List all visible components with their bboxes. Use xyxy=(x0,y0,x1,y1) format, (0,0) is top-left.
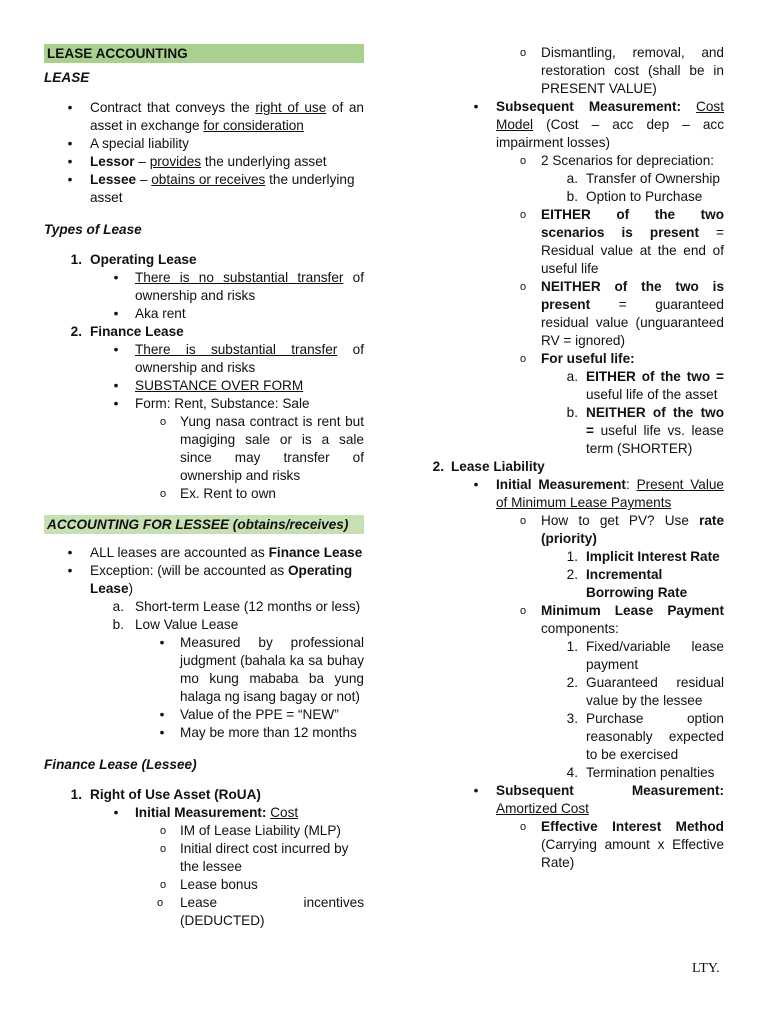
list-item: o 2 Scenarios for depreciation: xyxy=(420,152,724,170)
list-item: o IM of Lease Liability (MLP) xyxy=(44,822,364,840)
bullet-icon: • xyxy=(113,270,119,285)
circle-bullet-icon: o xyxy=(519,515,527,527)
list-item: • There is substantial transfer of ownership and risks xyxy=(44,341,364,377)
circle-bullet-icon: o xyxy=(159,416,167,428)
list-item: o Initial direct cost incurred by the lessee xyxy=(44,840,364,876)
list-item: a. EITHER of the two = useful life of the asset xyxy=(566,369,724,402)
circle-bullet-icon: o xyxy=(159,843,167,855)
circle-bullet-icon: o xyxy=(157,897,164,909)
circle-bullet-icon: o xyxy=(519,281,527,293)
circle-bullet-icon: o xyxy=(519,353,527,365)
list-item: o Minimum Lease Payment components: xyxy=(420,602,724,638)
list-item: • Lessor – provides the underlying asset xyxy=(44,153,364,171)
list-item: • SUBSTANCE OVER FORM xyxy=(44,377,364,395)
list-item: o Dismantling, removal, and restoration cost (shall be in PRESENT VALUE) xyxy=(420,44,724,98)
list-item: • Aka rent xyxy=(44,305,364,323)
list-item: • Initial Measurement: Cost xyxy=(44,804,364,822)
bullet-icon: • xyxy=(67,136,73,151)
bullet-icon: • xyxy=(67,154,73,169)
list-item: 2. Incremental Borrowing Rate xyxy=(566,567,688,600)
list-item: o EITHER of the two scenarios is present = Residual value at the end of useful life xyxy=(420,206,724,278)
circle-bullet-icon: o xyxy=(519,209,527,221)
list-item: a. Short-term Lease (12 months or less) xyxy=(112,599,361,614)
list-item: • Value of the PPE = “NEW” xyxy=(44,706,364,724)
list-item: 2. Guaranteed residual value by the lessee xyxy=(566,675,724,708)
list-item: • A special liability xyxy=(44,135,364,153)
list-item: • Contract that conveys the right of use of an asset in exchange for consideration xyxy=(44,99,364,135)
operating-lease-title: 1. Operating Lease xyxy=(70,252,197,267)
bullet-icon: • xyxy=(113,306,119,321)
list-item: • ALL leases are accounted as Finance Lease xyxy=(44,544,364,562)
bullet-icon: • xyxy=(473,783,479,798)
bullet-icon: • xyxy=(113,396,119,411)
list-item: 1. Implicit Interest Rate xyxy=(566,549,720,564)
left-column xyxy=(44,44,364,930)
bullet-icon: • xyxy=(113,805,119,820)
list-item: o Lease bonus xyxy=(44,876,364,894)
bullet-icon: • xyxy=(67,545,73,560)
bullet-icon: • xyxy=(113,342,119,357)
author-signature: LTY. xyxy=(692,961,720,976)
bullet-icon: • xyxy=(67,172,73,187)
list-item: • Subsequent Measurement: Cost Model (Cost – acc dep – acc impairment losses) xyxy=(420,98,724,152)
bullet-icon: • xyxy=(159,725,165,740)
list-item: • Subsequent Measurement: Amortized Cost xyxy=(420,782,724,818)
list-item: • May be more than 12 months xyxy=(44,724,364,742)
list-item: 1. Fixed/variable lease payment xyxy=(566,639,724,672)
list-item: • Lessee – obtains or receives the underlying asset xyxy=(44,171,364,207)
list-item: • Form: Rent, Substance: Sale xyxy=(44,395,364,413)
list-item: 4. Termination penalties xyxy=(566,765,715,780)
list-item: • There is no substantial transfer of ownership and risks xyxy=(44,269,364,305)
section-title-accounting-for-lessee: ACCOUNTING FOR LESSEE (obtains/receives) xyxy=(44,515,364,534)
list-item: a. Transfer of Ownership xyxy=(566,171,720,186)
list-item: b. Option to Purchase xyxy=(566,189,703,204)
circle-bullet-icon: o xyxy=(519,605,527,617)
heading-finance-lease-lessee: Finance Lease (Lessee) xyxy=(44,757,197,772)
list-item: • Exception: (will be accounted as Operating Lease) xyxy=(44,562,364,598)
list-item: o Yung nasa contract is rent but magiging sale or is a sale since may transfer of ownership and risks xyxy=(44,413,364,485)
bullet-icon: • xyxy=(473,477,479,492)
list-item: 3. Purchase option reasonably expected to be exercised xyxy=(566,711,724,762)
bullet-icon: • xyxy=(473,99,479,114)
list-item: o Lease incentives (DEDUCTED) xyxy=(157,895,364,928)
list-item: o How to get PV? Use rate (priority) xyxy=(420,512,724,548)
list-item: o Effective Interest Method (Carrying amount x Effective Rate) xyxy=(420,818,724,872)
list-item: • Initial Measurement: Present Value of Minimum Lease Payments xyxy=(420,476,724,512)
list-item: o Ex. Rent to own xyxy=(44,485,364,503)
list-item: b. Low Value Lease xyxy=(112,617,239,632)
list-item: o NEITHER of the two is present = guaranteed residual value (unguaranteed RV = ignored) xyxy=(420,278,724,350)
lease-liability-title: 2. Lease Liability xyxy=(432,459,545,474)
rou-title: 1. Right of Use Asset (RoUA) xyxy=(70,787,261,802)
heading-types-of-lease: Types of Lease xyxy=(44,222,142,237)
section-title-lease-accounting: LEASE ACCOUNTING xyxy=(44,44,364,63)
list-item: o For useful life: xyxy=(420,350,724,368)
right-column xyxy=(420,44,724,872)
bullet-icon: • xyxy=(159,707,165,722)
circle-bullet-icon: o xyxy=(159,488,167,500)
bullet-icon: • xyxy=(159,635,165,650)
heading-lease: LEASE xyxy=(44,70,90,85)
list-item: b. NEITHER of the two = useful life vs. lease term (SHORTER) xyxy=(566,405,724,456)
circle-bullet-icon: o xyxy=(519,821,527,833)
bullet-icon: • xyxy=(67,563,73,578)
circle-bullet-icon: o xyxy=(519,47,527,59)
circle-bullet-icon: o xyxy=(159,879,167,891)
circle-bullet-icon: o xyxy=(159,825,167,837)
list-item: • Measured by professional judgment (bahala ka sa buhay mo kung mababa ba yung halaga ng isang bagay or not) xyxy=(44,634,364,706)
bullet-icon: • xyxy=(67,100,73,115)
lease-definition-list xyxy=(44,99,364,207)
circle-bullet-icon: o xyxy=(519,155,527,167)
bullet-icon: • xyxy=(113,378,119,393)
finance-lease-title: 2. Finance Lease xyxy=(70,324,184,339)
